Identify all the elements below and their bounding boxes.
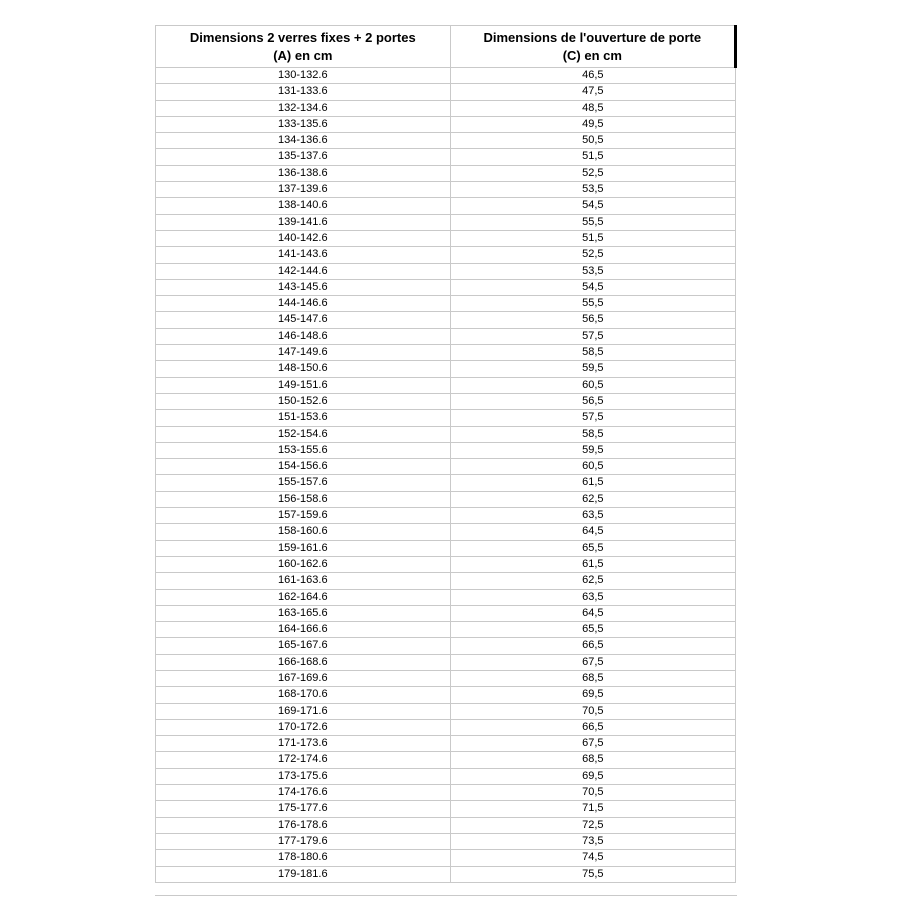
- column-header-dimensions-a: [156, 26, 451, 68]
- table-row: [156, 116, 736, 132]
- dimension-c-cell: 69,5: [450, 687, 735, 703]
- dimension-a-cell: 156-158.6: [156, 491, 451, 507]
- table-row: [156, 296, 736, 312]
- dimension-c-cell: 55,5: [450, 214, 735, 230]
- dimension-a-cell: 131-133.6: [156, 84, 451, 100]
- dimension-a-cell: 142-144.6: [156, 263, 451, 279]
- table-row: [156, 833, 736, 849]
- dimension-c-cell: 68,5: [450, 752, 735, 768]
- dimension-a-cell: 149-151.6: [156, 377, 451, 393]
- dimension-c-cell: 56,5: [450, 393, 735, 409]
- dimension-c-cell: 63,5: [450, 589, 735, 605]
- table-row: [156, 263, 736, 279]
- dimension-a-cell: 132-134.6: [156, 100, 451, 116]
- dimension-c-cell: 75,5: [450, 866, 735, 882]
- table-row: [156, 491, 736, 507]
- dimension-a-cell: 173-175.6: [156, 768, 451, 784]
- dimension-a-cell: 162-164.6: [156, 589, 451, 605]
- dimension-c-cell: 60,5: [450, 377, 735, 393]
- dimension-c-cell: 48,5: [450, 100, 735, 116]
- dimension-a-cell: 159-161.6: [156, 540, 451, 556]
- table-row: [156, 459, 736, 475]
- dimension-a-cell: 138-140.6: [156, 198, 451, 214]
- table-row: [156, 622, 736, 638]
- dimension-c-cell: 52,5: [450, 165, 735, 181]
- table-row: [156, 345, 736, 361]
- dimension-c-cell: 67,5: [450, 654, 735, 670]
- table-row: [156, 736, 736, 752]
- table-row: [156, 687, 736, 703]
- table-row: [156, 817, 736, 833]
- table-row: [156, 442, 736, 458]
- dimension-a-cell: 141-143.6: [156, 247, 451, 263]
- dimension-a-cell: 154-156.6: [156, 459, 451, 475]
- table-row: [156, 508, 736, 524]
- dimension-c-cell: 71,5: [450, 801, 735, 817]
- dimension-a-cell: 155-157.6: [156, 475, 451, 491]
- table-row: [156, 719, 736, 735]
- table-row: [156, 785, 736, 801]
- dimension-c-cell: 69,5: [450, 768, 735, 784]
- column-header-c-line-2: (C) en cm: [562, 47, 622, 63]
- dimensions-table-container: [155, 25, 737, 896]
- dimension-c-cell: 53,5: [450, 263, 735, 279]
- dimension-a-cell: 166-168.6: [156, 654, 451, 670]
- column-header-a-line-2: (A) en cm: [273, 47, 333, 63]
- table-row: [156, 768, 736, 784]
- table-row: [156, 670, 736, 686]
- dimension-c-cell: 58,5: [450, 345, 735, 361]
- dimension-c-cell: 47,5: [450, 84, 735, 100]
- dimension-a-cell: 144-146.6: [156, 296, 451, 312]
- column-header-a-line-1: Dimensions 2 verres fixes + 2 portes: [189, 29, 416, 45]
- dimension-a-cell: 139-141.6: [156, 214, 451, 230]
- dimension-a-cell: 163-165.6: [156, 605, 451, 621]
- dimension-a-cell: 164-166.6: [156, 622, 451, 638]
- dimension-a-cell: 161-163.6: [156, 573, 451, 589]
- dimension-a-cell: 133-135.6: [156, 116, 451, 132]
- table-row: [156, 328, 736, 344]
- dimension-c-cell: 49,5: [450, 116, 735, 132]
- table-row: [156, 247, 736, 263]
- dimension-c-cell: 51,5: [450, 149, 735, 165]
- table-row: [156, 393, 736, 409]
- dimension-c-cell: 67,5: [450, 736, 735, 752]
- dimension-a-cell: 175-177.6: [156, 801, 451, 817]
- table-row: [156, 703, 736, 719]
- dimension-a-cell: 151-153.6: [156, 410, 451, 426]
- dimension-c-cell: 64,5: [450, 605, 735, 621]
- dimension-c-cell: 53,5: [450, 182, 735, 198]
- dimension-a-cell: 130-132.6: [156, 68, 451, 84]
- dimension-c-cell: 56,5: [450, 312, 735, 328]
- dimension-a-cell: 137-139.6: [156, 182, 451, 198]
- dimension-c-cell: 65,5: [450, 540, 735, 556]
- table-row: [156, 214, 736, 230]
- dimension-a-cell: 145-147.6: [156, 312, 451, 328]
- dimension-c-cell: 51,5: [450, 230, 735, 246]
- dimension-a-cell: 168-170.6: [156, 687, 451, 703]
- dimension-a-cell: 147-149.6: [156, 345, 451, 361]
- table-row: [156, 410, 736, 426]
- dimension-c-cell: 64,5: [450, 524, 735, 540]
- dimension-c-cell: 62,5: [450, 573, 735, 589]
- dimensions-table: [155, 25, 737, 883]
- table-row: [156, 149, 736, 165]
- table-row: [156, 230, 736, 246]
- dimension-a-cell: 134-136.6: [156, 133, 451, 149]
- dimension-c-cell: 66,5: [450, 638, 735, 654]
- dimension-a-cell: 153-155.6: [156, 442, 451, 458]
- dimension-a-cell: 158-160.6: [156, 524, 451, 540]
- dimension-a-cell: 178-180.6: [156, 850, 451, 866]
- table-row: [156, 361, 736, 377]
- table-row: [156, 556, 736, 572]
- table-row: [156, 801, 736, 817]
- table-row: [156, 100, 736, 116]
- table-row: [156, 475, 736, 491]
- dimension-c-cell: 65,5: [450, 622, 735, 638]
- dimension-a-cell: 157-159.6: [156, 508, 451, 524]
- table-row: [156, 133, 736, 149]
- dimension-a-cell: 135-137.6: [156, 149, 451, 165]
- table-row: [156, 605, 736, 621]
- table-row: [156, 573, 736, 589]
- dimension-c-cell: 61,5: [450, 556, 735, 572]
- table-row: [156, 165, 736, 181]
- table-row: [156, 752, 736, 768]
- dimension-c-cell: 54,5: [450, 279, 735, 295]
- dimension-a-cell: 140-142.6: [156, 230, 451, 246]
- dimension-c-cell: 57,5: [450, 328, 735, 344]
- dimension-c-cell: 59,5: [450, 361, 735, 377]
- table-row: [156, 84, 736, 100]
- dimension-c-cell: 57,5: [450, 410, 735, 426]
- dimension-a-cell: 160-162.6: [156, 556, 451, 572]
- dimension-a-cell: 150-152.6: [156, 393, 451, 409]
- table-body: [156, 68, 736, 883]
- column-header-c-line-1: Dimensions de l'ouverture de porte: [483, 29, 702, 45]
- dimension-c-cell: 52,5: [450, 247, 735, 263]
- dimension-c-cell: 63,5: [450, 508, 735, 524]
- dimension-c-cell: 70,5: [450, 785, 735, 801]
- dimension-c-cell: 66,5: [450, 719, 735, 735]
- table-row: [156, 589, 736, 605]
- bottom-rule-line: [155, 895, 737, 896]
- dimension-c-cell: 70,5: [450, 703, 735, 719]
- dimension-a-cell: 136-138.6: [156, 165, 451, 181]
- table-row: [156, 198, 736, 214]
- table-row: [156, 866, 736, 882]
- column-header-dimensions-c: [450, 26, 735, 68]
- dimension-a-cell: 143-145.6: [156, 279, 451, 295]
- dimension-a-cell: 165-167.6: [156, 638, 451, 654]
- dimension-c-cell: 59,5: [450, 442, 735, 458]
- table-row: [156, 654, 736, 670]
- dimension-c-cell: 60,5: [450, 459, 735, 475]
- dimension-a-cell: 171-173.6: [156, 736, 451, 752]
- table-row: [156, 182, 736, 198]
- dimension-a-cell: 146-148.6: [156, 328, 451, 344]
- table-row: [156, 377, 736, 393]
- dimension-a-cell: 179-181.6: [156, 866, 451, 882]
- dimension-a-cell: 172-174.6: [156, 752, 451, 768]
- dimension-a-cell: 177-179.6: [156, 833, 451, 849]
- dimension-a-cell: 174-176.6: [156, 785, 451, 801]
- dimension-c-cell: 73,5: [450, 833, 735, 849]
- table-row: [156, 638, 736, 654]
- table-row: [156, 279, 736, 295]
- dimension-a-cell: 169-171.6: [156, 703, 451, 719]
- dimension-c-cell: 72,5: [450, 817, 735, 833]
- table-row: [156, 850, 736, 866]
- dimension-c-cell: 50,5: [450, 133, 735, 149]
- table-row: [156, 68, 736, 84]
- dimension-c-cell: 55,5: [450, 296, 735, 312]
- table-header-row: [156, 26, 736, 68]
- dimension-a-cell: 152-154.6: [156, 426, 451, 442]
- dimension-a-cell: 167-169.6: [156, 670, 451, 686]
- table-row: [156, 312, 736, 328]
- dimension-a-cell: 148-150.6: [156, 361, 451, 377]
- table-row: [156, 426, 736, 442]
- dimension-c-cell: 68,5: [450, 670, 735, 686]
- table-row: [156, 540, 736, 556]
- table-row: [156, 524, 736, 540]
- dimension-a-cell: 176-178.6: [156, 817, 451, 833]
- dimension-c-cell: 74,5: [450, 850, 735, 866]
- dimension-c-cell: 61,5: [450, 475, 735, 491]
- dimension-c-cell: 54,5: [450, 198, 735, 214]
- dimension-a-cell: 170-172.6: [156, 719, 451, 735]
- dimension-c-cell: 58,5: [450, 426, 735, 442]
- dimension-c-cell: 46,5: [450, 68, 735, 84]
- dimension-c-cell: 62,5: [450, 491, 735, 507]
